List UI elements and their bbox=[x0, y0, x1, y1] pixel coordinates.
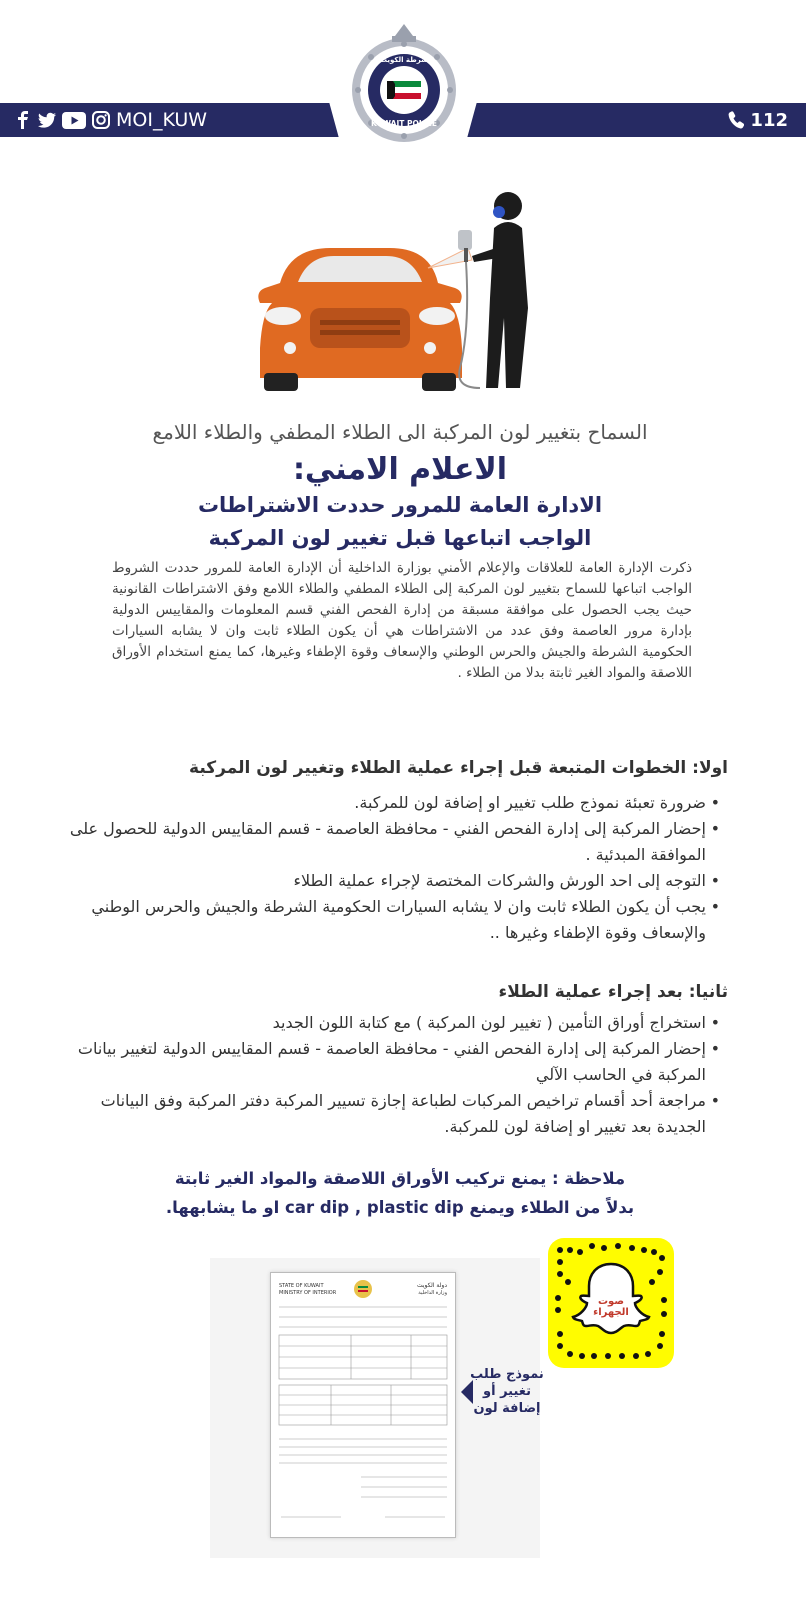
list-item: • ضرورة تعبئة نموذج طلب تغيير او إضافة لون للمركبة. bbox=[60, 790, 720, 816]
note-line-1: ملاحظة : يمنع تركيب الأوراق اللاصقة والمواد الغير ثابتة bbox=[174, 1169, 626, 1188]
list-item: • يجب أن يكون الطلاء ثابت وان لا يشابه السيارات الحكومية الشرطة والجيش والحرس الوطني والإسعاف وقوة الإطفاء وغيرها .. bbox=[60, 894, 720, 946]
form-crest-icon bbox=[354, 1280, 372, 1298]
intro-paragraph: ذكرت الإدارة العامة للعلاقات والإعلام الأمني بوزارة الداخلية أن الإدارة العامة للمرور حددت الشروط الواجب اتباعها للسماح بتغيير لون المركبة إلى الطلاء المطفي والطلاء اللامع وفق الاشتراطات القانونية حيث يجب الحصول على موافقة مسبقة من إدارة الفحص الفني قسم المعلومات والمقاييس الدولية بإدارة مرور العاصمة وفق عدد من الاشتراطات هي أن يكون الطلاء ثابت وان لا يشابه السيارات الحكومية الشرطة والجيش والحرس الوطني والإسعاف وقوة الإطفاء وغيرها، كما يمنع استخدام الأوراق اللاصقة والمواد الغير ثابتة بدلا من الطلاء . bbox=[112, 560, 692, 681]
note-line-2: بدلاً من الطلاء ويمنع car dip , plastic dip او ما يشابهها. bbox=[165, 1198, 635, 1217]
phone-icon bbox=[728, 111, 744, 129]
steps-before-list bbox=[60, 790, 738, 946]
subheading: السماح بتغيير لون المركبة الى الطلاء المطفي والطلاء اللامع bbox=[152, 420, 648, 444]
twitter-icon[interactable] bbox=[38, 111, 56, 129]
note bbox=[140, 1164, 660, 1222]
social-handle[interactable]: MOI_KUW bbox=[116, 109, 208, 131]
snapcode-label: صوت الجهراء bbox=[593, 1296, 629, 1318]
form-state-ar: دولة الكويت bbox=[417, 1282, 447, 1289]
title-line-1: الادارة العامة للمرور حددت الاشتراطات bbox=[197, 493, 603, 517]
social-links bbox=[14, 103, 207, 137]
form-ministry-en: MINISTRY OF INTERIOR bbox=[279, 1290, 337, 1296]
steps-before-heading: اولا: الخطوات المتبعة قبل إجراء عملية الطلاء وتغيير لون المركبة bbox=[189, 758, 728, 778]
list-item: • استخراج أوراق التأمين ( تغيير لون المركبة ) مع كتابة اللون الجديد bbox=[60, 1010, 720, 1036]
steps-after-list bbox=[60, 1010, 738, 1140]
emblem-text: KUWAIT POLICE bbox=[370, 119, 438, 128]
list-item: • إحضار المركبة إلى إدارة الفحص الفني - محافظة العاصمة - قسم المقاييس الدولية لتغيير بيانات المركبة في الحاسب الآلي bbox=[60, 1036, 720, 1088]
car-painting-illustration bbox=[250, 188, 550, 408]
instagram-icon[interactable] bbox=[92, 111, 110, 129]
kuwait-police-emblem bbox=[345, 18, 463, 144]
title-line-2: الواجب اتباعها قبل تغيير لون المركبة bbox=[208, 526, 592, 550]
form-state-en: STATE OF KUWAIT bbox=[279, 1283, 324, 1289]
form-image[interactable] bbox=[270, 1272, 456, 1538]
phone-number: 112 bbox=[750, 109, 788, 131]
facebook-icon[interactable] bbox=[14, 111, 32, 129]
form-ministry-ar: وزارة الداخلية bbox=[418, 1290, 447, 1296]
youtube-icon[interactable] bbox=[62, 111, 86, 129]
list-item: • التوجه إلى احد الورش والشركات المختصة لإجراء عملية الطلاء bbox=[60, 868, 720, 894]
list-item: • مراجعة أحد أقسام تراخيص المركبات لطباعة إجازة تسيير المركبة دفتر المركبة وفق البيانات الجديدة بعد تغيير او إضافة لون للمركبة. bbox=[60, 1088, 720, 1140]
section-title: الاعلام الامني: bbox=[292, 452, 508, 487]
form-label: نموذج طلب تغيير أو إضافة لون bbox=[470, 1367, 544, 1416]
emblem-arabic: شرطة الكويت bbox=[379, 56, 429, 64]
hotline[interactable] bbox=[728, 103, 788, 137]
list-item: • إحضار المركبة إلى إدارة الفحص الفني - محافظة العاصمة - قسم المقاييس الدولية للحصول على الموافقة المبدئية . bbox=[60, 816, 720, 868]
steps-after-heading: ثانيا: بعد إجراء عملية الطلاء bbox=[498, 982, 728, 1002]
